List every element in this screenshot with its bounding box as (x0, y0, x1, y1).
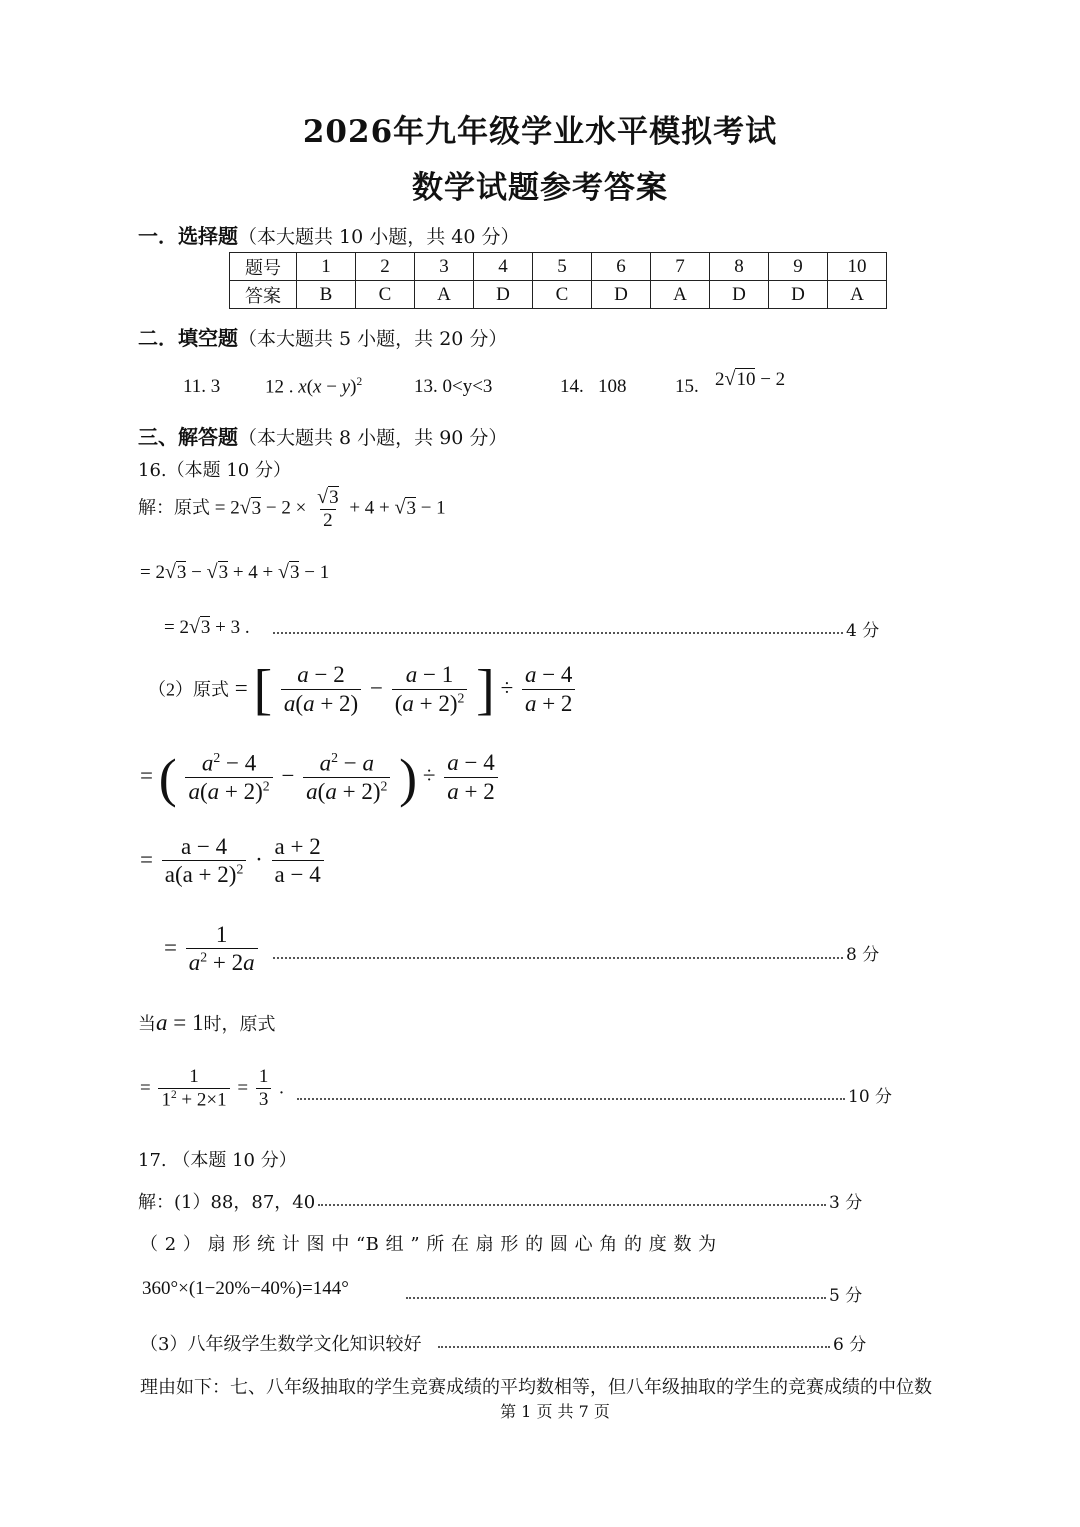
section-heading-choice: 一．选择题（本大题共 10 小题，共 40 分） (138, 224, 520, 248)
table-cell: A (651, 281, 710, 309)
q16-substitution: 当a = 1时，原式 (138, 1010, 276, 1035)
table-cell: 8 (710, 253, 769, 281)
q16-step2: = 2√3 − √3 + 4 + √3 − 1 (140, 561, 330, 583)
dotted-leader (438, 1346, 830, 1348)
dotted-leader (273, 632, 843, 634)
table-row-numbers (230, 253, 887, 281)
q17-part3: （3）八年级学生数学文化知识较好 (140, 1334, 422, 1355)
dotted-leader (406, 1297, 826, 1299)
q16-result: = $\frac{1}{1^2 + 2\times 1}$ = $\frac{1}{3}$ . (140, 1066, 284, 1111)
score-label: 4 分 (846, 621, 880, 641)
table-cell: A (415, 281, 474, 309)
table-cell: 7 (651, 253, 710, 281)
table-cell: 4 (474, 253, 533, 281)
table-cell: D (769, 281, 828, 309)
table-cell: 2 (356, 253, 415, 281)
fill-answer-15-expr: 2√10 − 2 (715, 368, 786, 390)
table-cell: B (297, 281, 356, 309)
table-cell: C (533, 281, 592, 309)
q16-part2-step2: = ( $\frac{a^2 - 4}{a(a + 2)^2}$ − $\frac{a^2 - a}{a(a + 2)^2}$ ) ÷ $\frac{a - 4}{a + 2}$ (140, 750, 501, 806)
page-footer: 第 1 页 共 7 页 (500, 1402, 610, 1421)
table-cell: D (474, 281, 533, 309)
table-cell: 10 (828, 253, 887, 281)
q17-part2-expr: 360°×(1−20%−40%)=144° (142, 1278, 349, 1299)
dotted-leader (273, 957, 843, 959)
table-cell: A (828, 281, 887, 309)
q17-header: 17. （本题 10 分） (138, 1150, 297, 1171)
section-heading-fill: 二．填空题（本大题共 5 小题，共 20 分） (138, 326, 508, 350)
table-cell: 6 (592, 253, 651, 281)
fill-answer-13: 13. 0<y<3 (414, 376, 493, 397)
q16-header: 16.（本题 10 分） (138, 460, 291, 481)
fill-answer-12: 12 . $x(x - y)^2$ (265, 376, 363, 398)
score-label: 6 分 (833, 1335, 867, 1355)
q17-reason: 理由如下：七、八年级抽取的学生竞赛成绩的平均数相等，但八年级抽取的学生的竞赛成绩的中位数 (140, 1377, 932, 1398)
q16-part2-step1: （2）原式 = [ $\frac{a - 2}{a(a + 2)}$ − $\frac{a - 1}{(a + 2)^2}$ ] ÷ $\frac{a - 4}{a + 2}$ (148, 662, 578, 718)
table-cell: D (710, 281, 769, 309)
fill-answer-15: 15. (675, 376, 699, 397)
table-header-cell: 题号 (230, 253, 297, 281)
table-cell: 5 (533, 253, 592, 281)
q17-part1: 解：(1）88，87，40 (138, 1192, 316, 1213)
page-subtitle: 数学试题参考答案 (412, 170, 668, 206)
dotted-leader (318, 1204, 826, 1206)
q17-part2: （ 2 ） 扇 形 统 计 图 中 “B 组 ” 所 在 扇 形 的 圆 心 角 的 度 数 为 (140, 1234, 717, 1255)
table-cell: 9 (769, 253, 828, 281)
table-header-cell: 答案 (230, 281, 297, 309)
q16-part2-step4: = $\frac{1}{a^2 + 2a}$ (164, 922, 261, 977)
dotted-leader (297, 1098, 845, 1100)
fill-answer-14: 14. 108 (560, 376, 627, 397)
table-cell: 3 (415, 253, 474, 281)
score-label: 5 分 (829, 1286, 863, 1306)
q16-step1: 解：原式 = 2√3 − 2 × $\frac{√3}{2}$ + 4 + √3 − 1 (138, 486, 446, 531)
score-label: 3 分 (829, 1193, 863, 1213)
section-heading-solve: 三、解答题（本大题共 8 小题，共 90 分） (138, 425, 508, 449)
q16-part2-step3: = $\frac{a - 4}{a(a + 2)^2}$ · $\frac{a + 2}{a - 4}$ (140, 834, 327, 889)
fill-answer-11: 11. 3 (183, 376, 221, 397)
score-label: 8 分 (846, 945, 880, 965)
page-title: 2026年九年级学业水平模拟考试 (302, 114, 778, 150)
table-row-answers (230, 281, 887, 309)
table-cell: D (592, 281, 651, 309)
table-cell: C (356, 281, 415, 309)
answer-table (229, 252, 887, 309)
q16-step3: = 2√3 + 3 . (164, 616, 250, 638)
score-label: 10 分 (848, 1087, 893, 1107)
table-cell: 1 (297, 253, 356, 281)
